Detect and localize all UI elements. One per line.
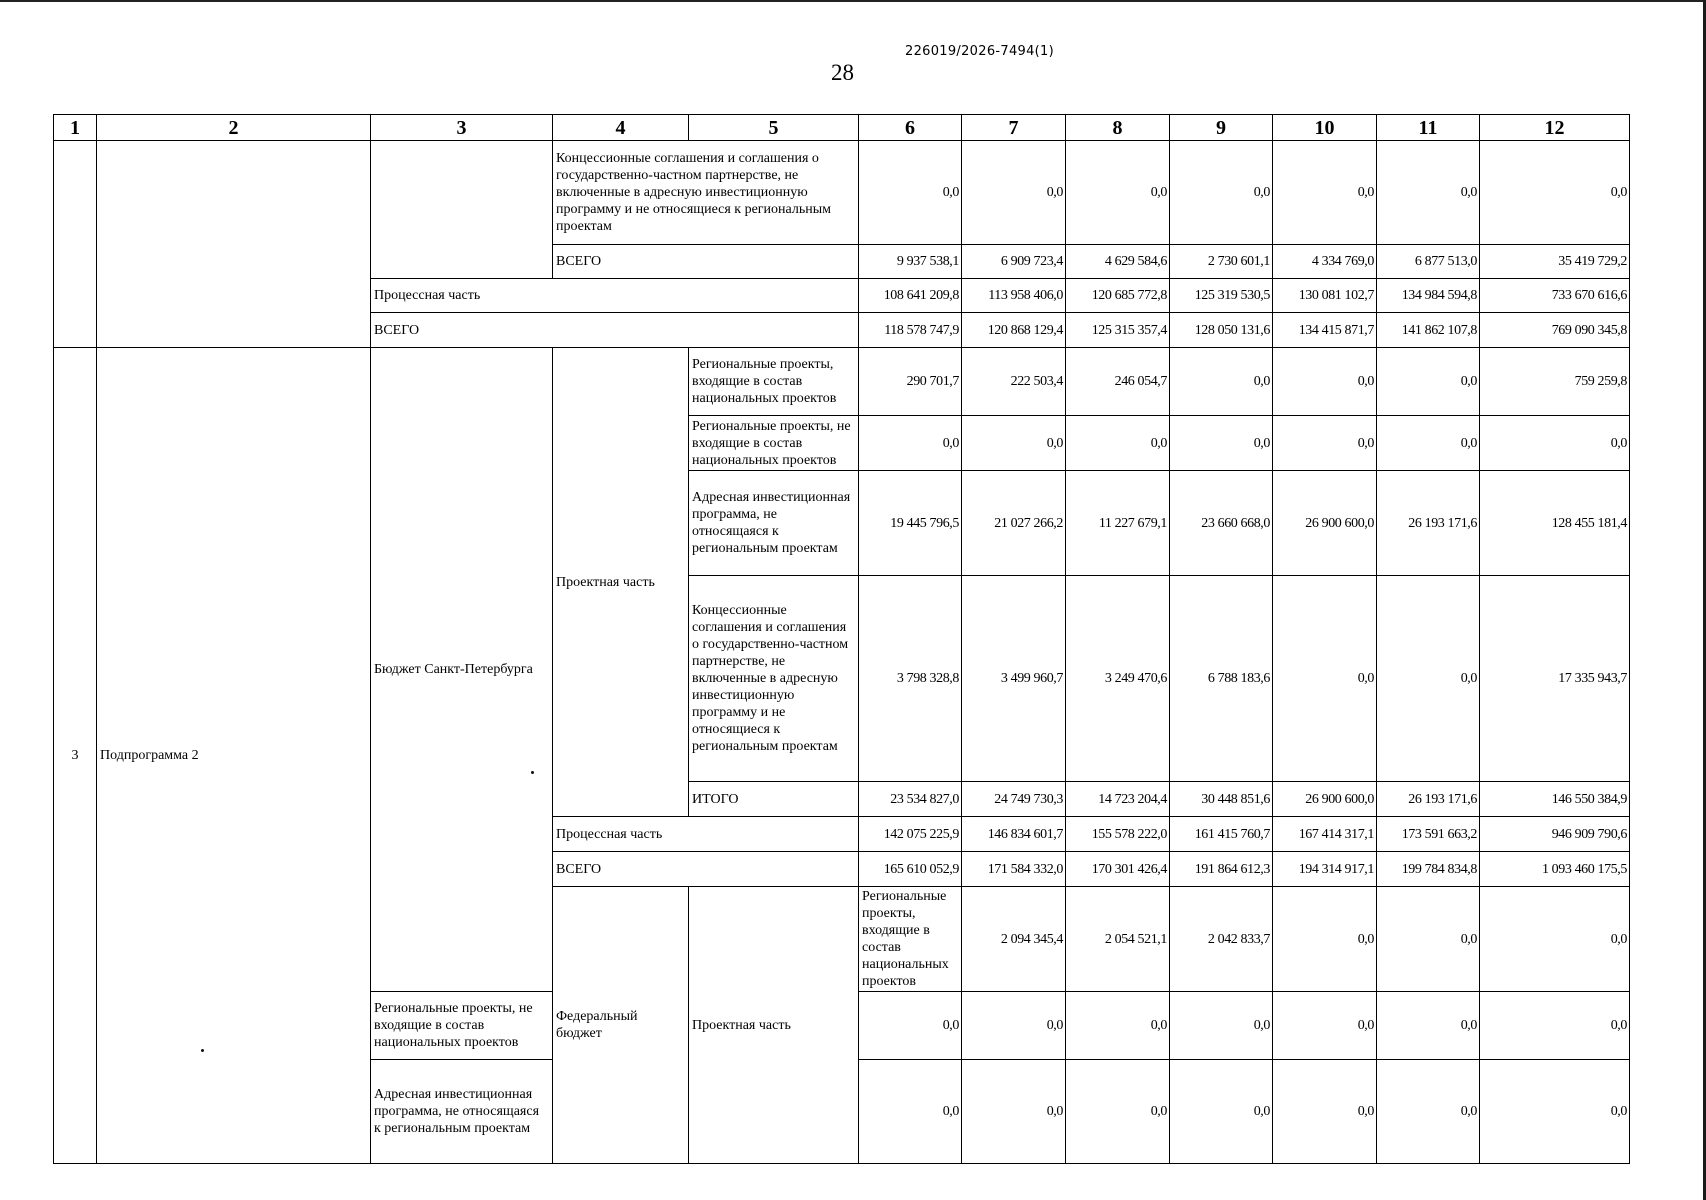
value-cell: 759 259,8 <box>1480 348 1630 416</box>
value-cell: 0,0 <box>1377 141 1480 245</box>
value-cell: 128 050 131,6 <box>1170 313 1273 348</box>
column-number: 2 <box>97 115 371 141</box>
cell-empty <box>371 141 553 279</box>
value-cell: 26 900 600,0 <box>1273 471 1377 576</box>
column-number: 4 <box>553 115 689 141</box>
value-cell: 142 075 225,9 <box>859 817 962 852</box>
column-number: 9 <box>1170 115 1273 141</box>
column-number: 5 <box>689 115 859 141</box>
document-number: 226019/2026-7494(1) <box>905 44 1054 59</box>
value-cell: 946 909 790,6 <box>1480 817 1630 852</box>
row-label: ВСЕГО <box>553 852 859 887</box>
cell-empty <box>97 141 371 348</box>
budget-part: Проектная часть <box>553 348 689 817</box>
funding-source: Федеральный бюджет <box>553 887 689 1164</box>
value-cell: 0,0 <box>1480 416 1630 471</box>
value-cell: 4 629 584,6 <box>1066 245 1170 279</box>
value-cell: 0,0 <box>962 992 1066 1060</box>
value-cell: 141 862 107,8 <box>1377 313 1480 348</box>
value-cell: 26 193 171,6 <box>1377 782 1480 817</box>
value-cell: 3 499 960,7 <box>962 576 1066 782</box>
value-cell: 191 864 612,3 <box>1170 852 1273 887</box>
value-cell: 165 610 052,9 <box>859 852 962 887</box>
value-cell: 113 958 406,0 <box>962 279 1066 313</box>
value-cell: 0,0 <box>1273 416 1377 471</box>
value-cell: 246 054,7 <box>1066 348 1170 416</box>
value-cell: 0,0 <box>1480 1060 1630 1164</box>
value-cell: 0,0 <box>1273 141 1377 245</box>
value-cell: 155 578 222,0 <box>1066 817 1170 852</box>
value-cell: 2 054 521,1 <box>1066 887 1170 992</box>
row-label: Процессная часть <box>553 817 859 852</box>
value-cell: 0,0 <box>859 1060 962 1164</box>
value-cell: 0,0 <box>1170 416 1273 471</box>
value-cell: 134 415 871,7 <box>1273 313 1377 348</box>
value-cell: 19 445 796,5 <box>859 471 962 576</box>
row-label: ВСЕГО <box>553 245 859 279</box>
value-cell: 128 455 181,4 <box>1480 471 1630 576</box>
column-number: 11 <box>1377 115 1480 141</box>
value-cell: 0,0 <box>1170 992 1273 1060</box>
subprogram-name: Подпрограмма 2 <box>97 348 371 1164</box>
value-cell: 17 335 943,7 <box>1480 576 1630 782</box>
value-cell: 26 900 600,0 <box>1273 782 1377 817</box>
value-cell: 0,0 <box>1273 992 1377 1060</box>
value-cell: 0,0 <box>1377 887 1480 992</box>
value-cell: 0,0 <box>1480 992 1630 1060</box>
value-cell: 9 937 538,1 <box>859 245 962 279</box>
value-cell: 0,0 <box>1377 416 1480 471</box>
value-cell: 161 415 760,7 <box>1170 817 1273 852</box>
value-cell: 125 319 530,5 <box>1170 279 1273 313</box>
value-cell: 24 749 730,3 <box>962 782 1066 817</box>
value-cell: 108 641 209,8 <box>859 279 962 313</box>
budget-part: Проектная часть <box>689 887 859 1164</box>
value-cell: 0,0 <box>1170 1060 1273 1164</box>
column-number: 1 <box>54 115 97 141</box>
row-label: Адресная инвестиционная программа, не относящаяся к региональным проектам <box>689 471 859 576</box>
row-label: ВСЕГО <box>371 313 859 348</box>
value-cell: 0,0 <box>1273 1060 1377 1164</box>
value-cell: 0,0 <box>1066 416 1170 471</box>
value-cell: 0,0 <box>1273 348 1377 416</box>
row-label: Региональные проекты, входящие в состав национальных проектов <box>859 887 962 992</box>
value-cell: 0,0 <box>1273 576 1377 782</box>
value-cell: 0,0 <box>859 416 962 471</box>
cell-empty <box>54 141 97 348</box>
value-cell: 11 227 679,1 <box>1066 471 1170 576</box>
value-cell: 120 685 772,8 <box>1066 279 1170 313</box>
column-number: 6 <box>859 115 962 141</box>
table-row <box>54 348 1630 416</box>
value-cell: 170 301 426,4 <box>1066 852 1170 887</box>
row-label: Региональные проекты, не входящие в состав национальных проектов <box>371 992 553 1060</box>
value-cell: 194 314 917,1 <box>1273 852 1377 887</box>
row-label: Региональные проекты, не входящие в состав национальных проектов <box>689 416 859 471</box>
value-cell: 3 798 328,8 <box>859 576 962 782</box>
value-cell: 0,0 <box>1170 348 1273 416</box>
value-cell: 0,0 <box>1377 1060 1480 1164</box>
value-cell: 733 670 616,6 <box>1480 279 1630 313</box>
value-cell: 21 027 266,2 <box>962 471 1066 576</box>
value-cell: 0,0 <box>1480 141 1630 245</box>
value-cell: 0,0 <box>1170 141 1273 245</box>
value-cell: 26 193 171,6 <box>1377 471 1480 576</box>
row-label: Концессионные соглашения и соглашения о государственно-частном партнерстве, не включенные в адресную инвестиционную программу и не относящиеся к региональным проектам <box>553 141 859 245</box>
table-row <box>54 141 1630 245</box>
row-number: 3 <box>54 348 97 1164</box>
funding-source: Бюджет Санкт-Петербурга <box>371 348 553 992</box>
value-cell: 2 730 601,1 <box>1170 245 1273 279</box>
column-number: 8 <box>1066 115 1170 141</box>
value-cell: 0,0 <box>962 141 1066 245</box>
scan-speck <box>531 771 534 774</box>
scan-speck <box>201 1049 204 1052</box>
value-cell: 0,0 <box>1066 992 1170 1060</box>
value-cell: 146 550 384,9 <box>1480 782 1630 817</box>
value-cell: 0,0 <box>1273 887 1377 992</box>
value-cell: 0,0 <box>1377 992 1480 1060</box>
value-cell: 2 042 833,7 <box>1170 887 1273 992</box>
column-number: 12 <box>1480 115 1630 141</box>
value-cell: 23 534 827,0 <box>859 782 962 817</box>
value-cell: 0,0 <box>962 1060 1066 1164</box>
value-cell: 2 094 345,4 <box>962 887 1066 992</box>
value-cell: 30 448 851,6 <box>1170 782 1273 817</box>
value-cell: 0,0 <box>1377 576 1480 782</box>
column-number: 3 <box>371 115 553 141</box>
column-number: 7 <box>962 115 1066 141</box>
value-cell: 23 660 668,0 <box>1170 471 1273 576</box>
value-cell: 0,0 <box>859 141 962 245</box>
value-cell: 290 701,7 <box>859 348 962 416</box>
value-cell: 0,0 <box>1480 887 1630 992</box>
value-cell: 14 723 204,4 <box>1066 782 1170 817</box>
value-cell: 171 584 332,0 <box>962 852 1066 887</box>
value-cell: 0,0 <box>1066 141 1170 245</box>
value-cell: 146 834 601,7 <box>962 817 1066 852</box>
value-cell: 134 984 594,8 <box>1377 279 1480 313</box>
scan-top-edge <box>0 0 1706 2</box>
value-cell: 0,0 <box>962 416 1066 471</box>
value-cell: 1 093 460 175,5 <box>1480 852 1630 887</box>
value-cell: 769 090 345,8 <box>1480 313 1630 348</box>
value-cell: 0,0 <box>1377 348 1480 416</box>
value-cell: 120 868 129,4 <box>962 313 1066 348</box>
row-label: Концессионные соглашения и соглашения о государственно-частном партнерстве, не включенные в адресную инвестиционную программу и не относящиеся к региональным проектам <box>689 576 859 782</box>
budget-table <box>53 114 1630 1164</box>
value-cell: 0,0 <box>859 992 962 1060</box>
value-cell: 199 784 834,8 <box>1377 852 1480 887</box>
value-cell: 6 909 723,4 <box>962 245 1066 279</box>
value-cell: 3 249 470,6 <box>1066 576 1170 782</box>
page-number: 28 <box>831 60 854 85</box>
value-cell: 4 334 769,0 <box>1273 245 1377 279</box>
value-cell: 130 081 102,7 <box>1273 279 1377 313</box>
row-label: Региональные проекты, входящие в состав национальных проектов <box>689 348 859 416</box>
row-label: Адресная инвестиционная программа, не относящаяся к региональным проектам <box>371 1060 553 1164</box>
value-cell: 118 578 747,9 <box>859 313 962 348</box>
value-cell: 125 315 357,4 <box>1066 313 1170 348</box>
row-label: Процессная часть <box>371 279 859 313</box>
value-cell: 222 503,4 <box>962 348 1066 416</box>
value-cell: 35 419 729,2 <box>1480 245 1630 279</box>
value-cell: 6 788 183,6 <box>1170 576 1273 782</box>
value-cell: 173 591 663,2 <box>1377 817 1480 852</box>
row-label: ИТОГО <box>689 782 859 817</box>
value-cell: 167 414 317,1 <box>1273 817 1377 852</box>
column-number-row <box>54 115 1630 141</box>
value-cell: 6 877 513,0 <box>1377 245 1480 279</box>
column-number: 10 <box>1273 115 1377 141</box>
value-cell: 0,0 <box>1066 1060 1170 1164</box>
